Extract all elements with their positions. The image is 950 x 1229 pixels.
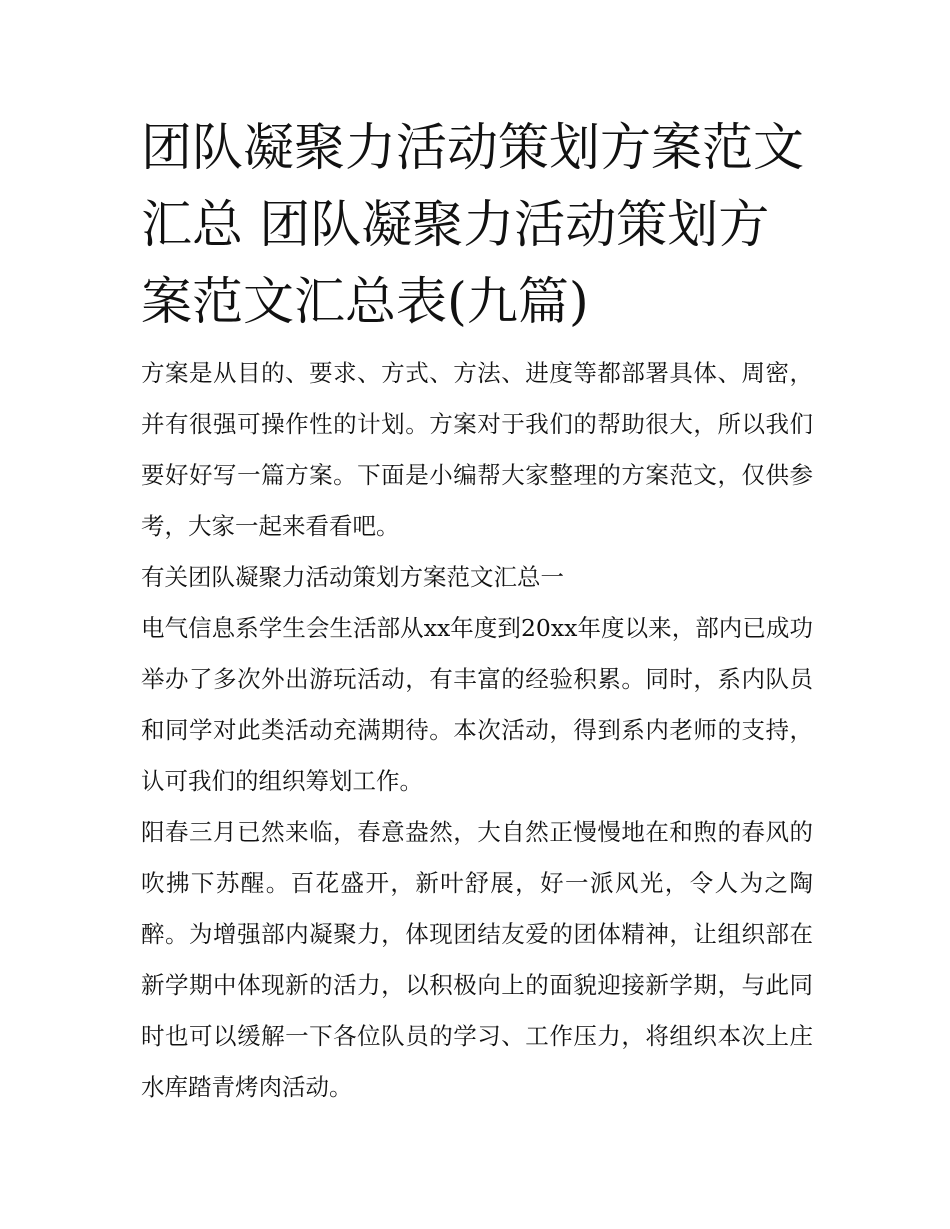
intro-paragraph: 方案是从目的、要求、方式、方法、进度等都部署具体、周密，并有很强可操作性的计划。方案对于我们的帮助很大，所以我们要好好写一篇方案。下面是小编帮大家整理的方案范文，仅供参考，大家一起来看看吧。 — [141, 359, 813, 540]
body-paragraph-1: 电气信息系学生会生活部从xx年度到20xx年度以来，部内已成功举办了多次外出游玩活动，有丰富的经验积累。同时，系内队员和同学对此类活动充满期待。本次活动，得到系内老师的支持，认可我们的组织筹划工作。 — [141, 614, 813, 795]
document-title: 团队凝聚力活动策划方案范文汇总 团队凝聚力活动策划方案范文汇总表(九篇) — [141, 119, 805, 332]
body-paragraph-2: 阳春三月已然来临，春意盎然，大自然正慢慢地在和煦的春风的吹拂下苏醒。百花盛开，新叶舒展，好一派风光，令人为之陶醉。为增强部内凝聚力，体现团结友爱的团体精神，让组织部在新学期中体现新的活力，以积极向上的面貌迎接新学期，与此同时也可以缓解一下各位队员的学习、工作压力，将组织本次上庄水库踏青烤肉活动。 — [141, 818, 813, 1101]
document-body — [141, 110, 813, 1113]
section-heading: 有关团队凝聚力活动策划方案范文汇总一 — [141, 563, 564, 591]
